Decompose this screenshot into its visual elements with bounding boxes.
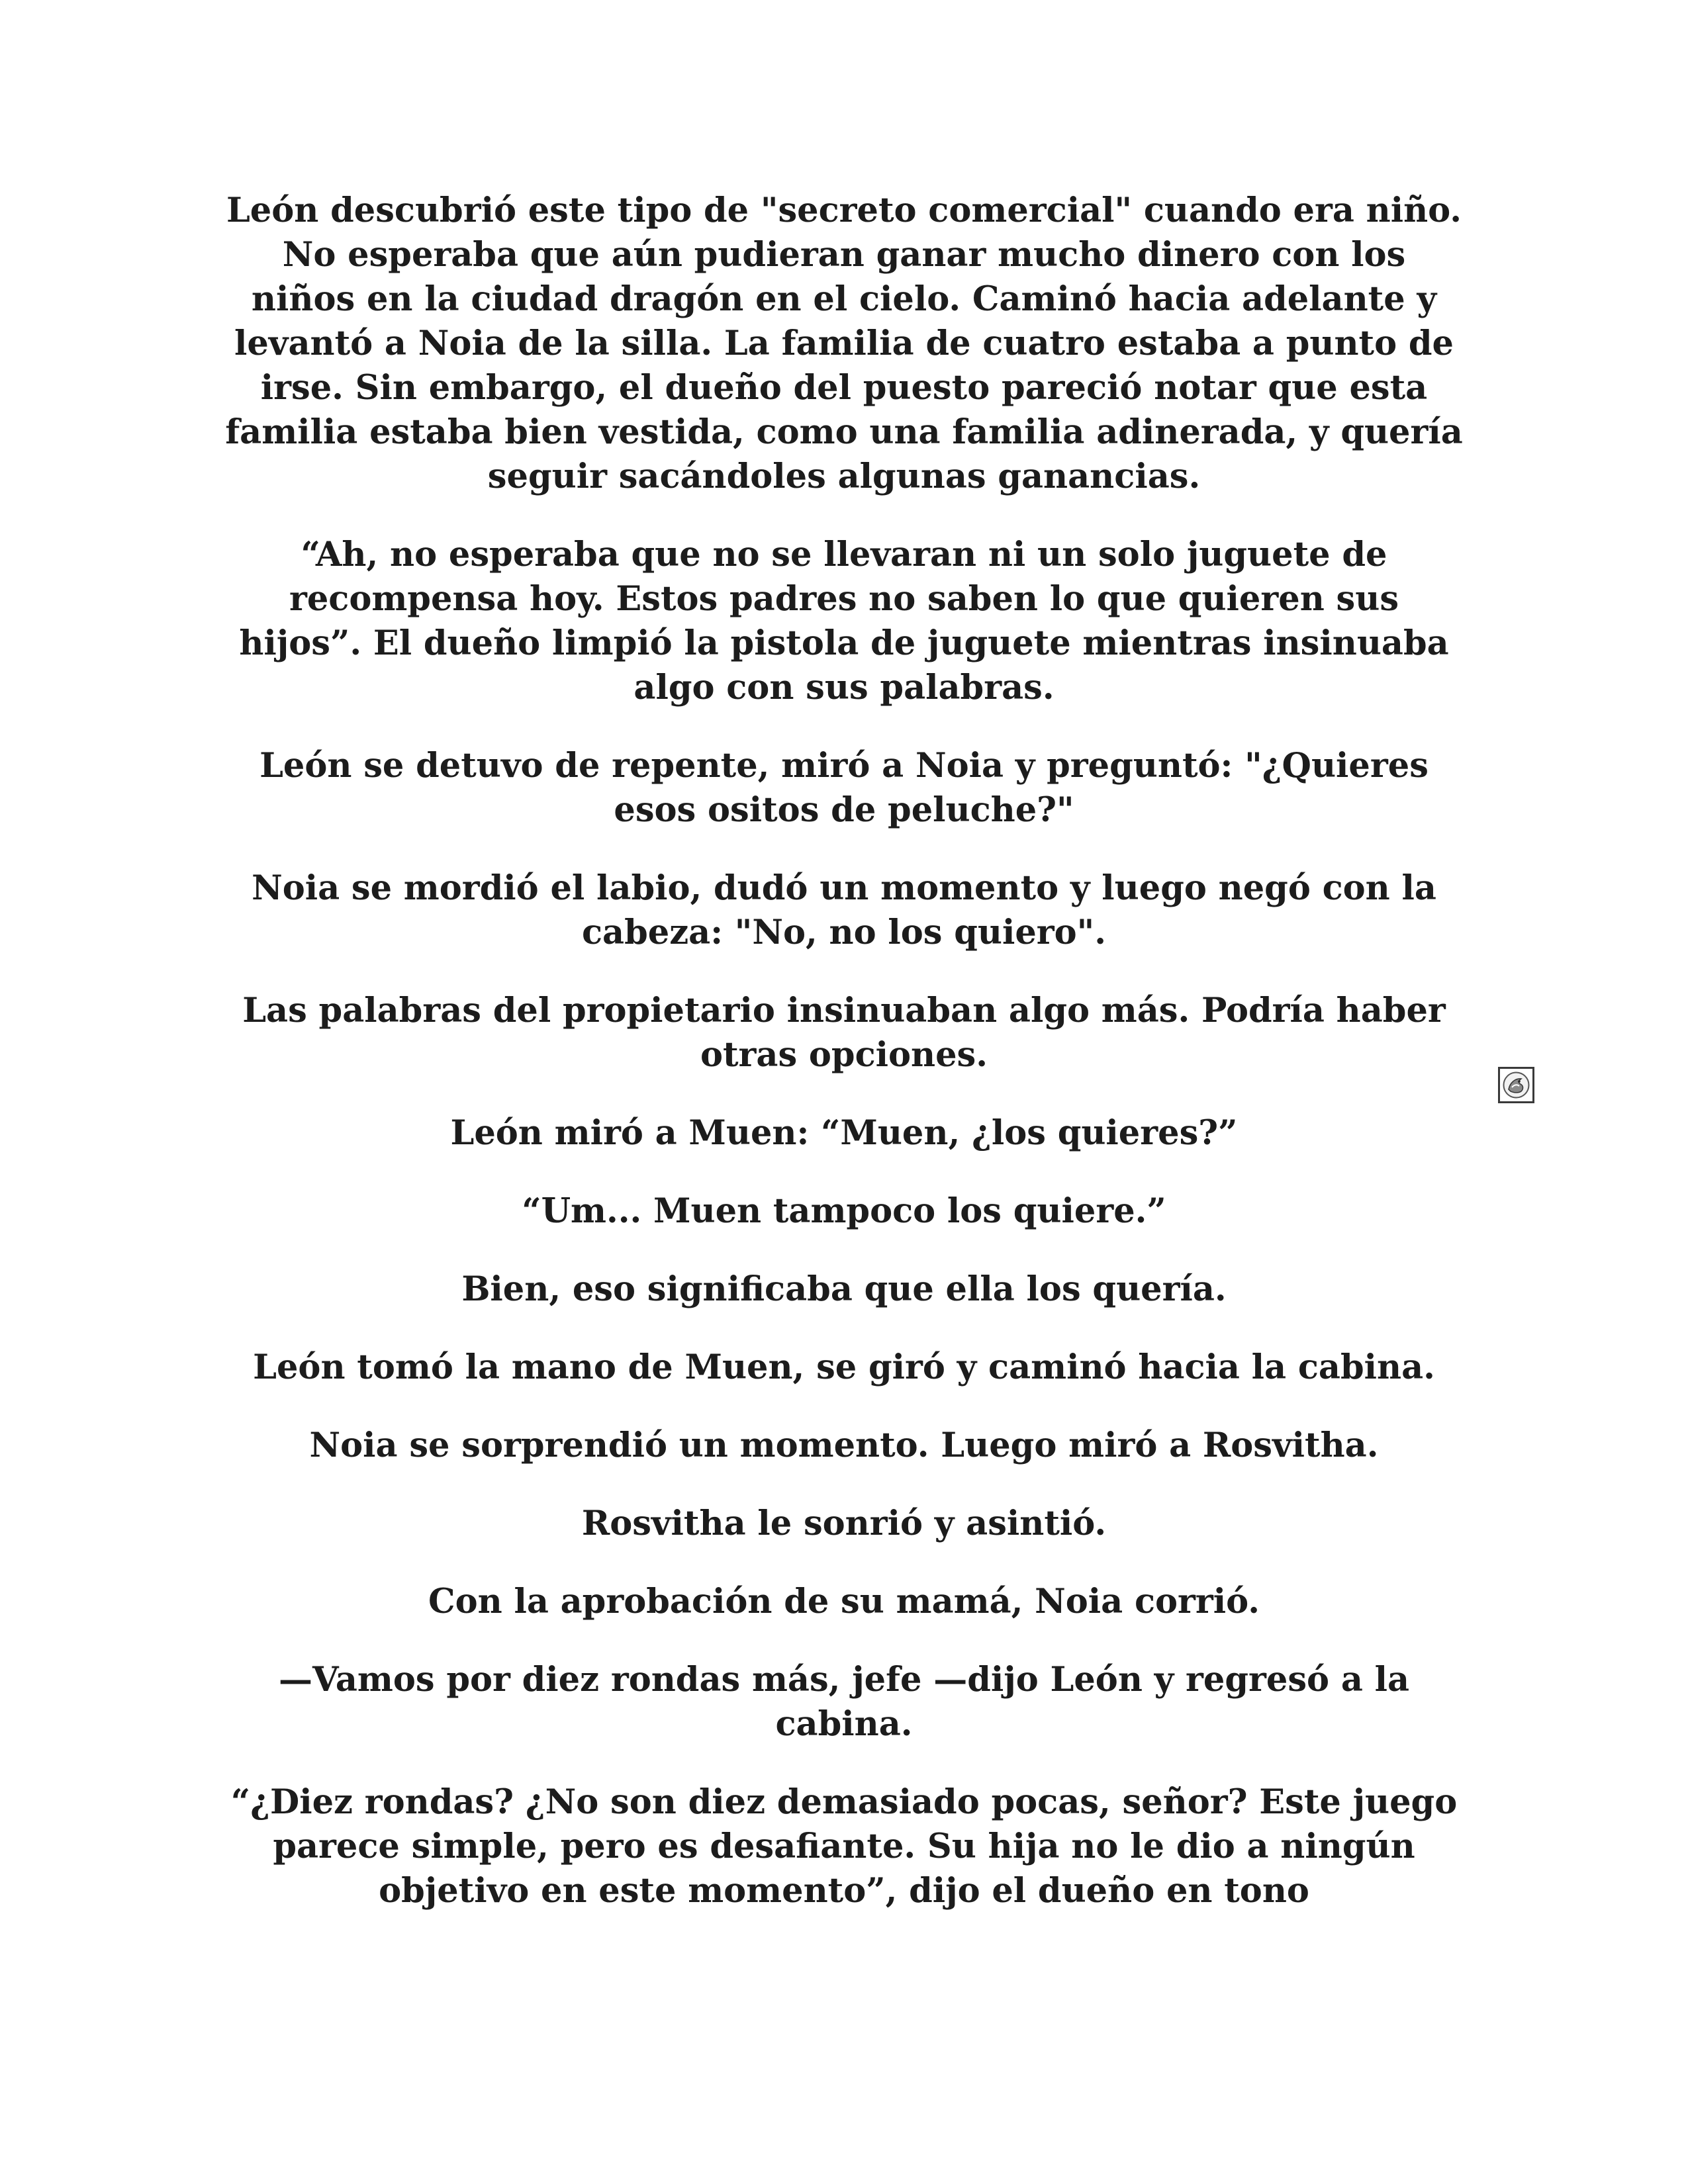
paragraph: Rosvitha le sonrió y asintió. bbox=[581, 1504, 1107, 1543]
paragraph: León se detuvo de repente, miró a Noia y preguntó: "¿Quieres esos ositos de peluche?" bbox=[259, 746, 1429, 830]
paragraph: “¿Diez rondas? ¿No son diez demasiado pocas, señor? Este juego parece simple, pero es desafiante. Su hija no le dio a ningún objetivo en este momento”, dijo el dueño en tono bbox=[230, 1782, 1458, 1911]
paragraph: “Um... Muen tampoco los quiere.” bbox=[522, 1191, 1166, 1231]
paragraph: “Ah, no esperaba que no se llevaran ni un solo juguete de recompensa hoy. Estos padres no saben lo que quieren sus hijos”. El dueño limpió la pistola de juguete mientras insinuaba algo con sus palabras. bbox=[239, 535, 1449, 707]
paragraph: León descubrió este tipo de "secreto comercial" cuando era niño. No esperaba que aún pudieran ganar mucho dinero con los niños en la ciudad dragón en el cielo. Caminó hacia adelante y levantó a Noia de la silla. La familia de cuatro estaba a punto de irse. Sin embargo, el dueño del puesto pareció notar que esta familia estaba bien vestida, como una familia adinerada, y quería seguir sacándoles algunas ganancias. bbox=[225, 191, 1463, 496]
paragraph: Bien, eso significaba que ella los quería. bbox=[461, 1269, 1227, 1309]
paragraph: León tomó la mano de Muen, se giró y caminó hacia la cabina. bbox=[253, 1347, 1435, 1387]
dragon-emblem-icon[interactable] bbox=[1498, 1067, 1534, 1103]
paragraph: Noia se sorprendió un momento. Luego miró a Rosvitha. bbox=[309, 1426, 1379, 1465]
text-column bbox=[225, 189, 1463, 1947]
dragon-emblem-graphic bbox=[1501, 1069, 1532, 1101]
paragraph: Con la aprobación de su mamá, Noia corrió. bbox=[428, 1582, 1260, 1621]
paragraph: —Vamos por diez rondas más, jefe —dijo León y regresó a la cabina. bbox=[278, 1660, 1410, 1744]
paragraph: Noia se mordió el labio, dudó un momento y luego negó con la cabeza: "No, no los quiero". bbox=[252, 868, 1436, 952]
paragraph: Las palabras del propietario insinuaban algo más. Podría haber otras opciones. bbox=[242, 991, 1446, 1075]
paragraph: León miró a Muen: “Muen, ¿los quieres?” bbox=[450, 1113, 1238, 1153]
